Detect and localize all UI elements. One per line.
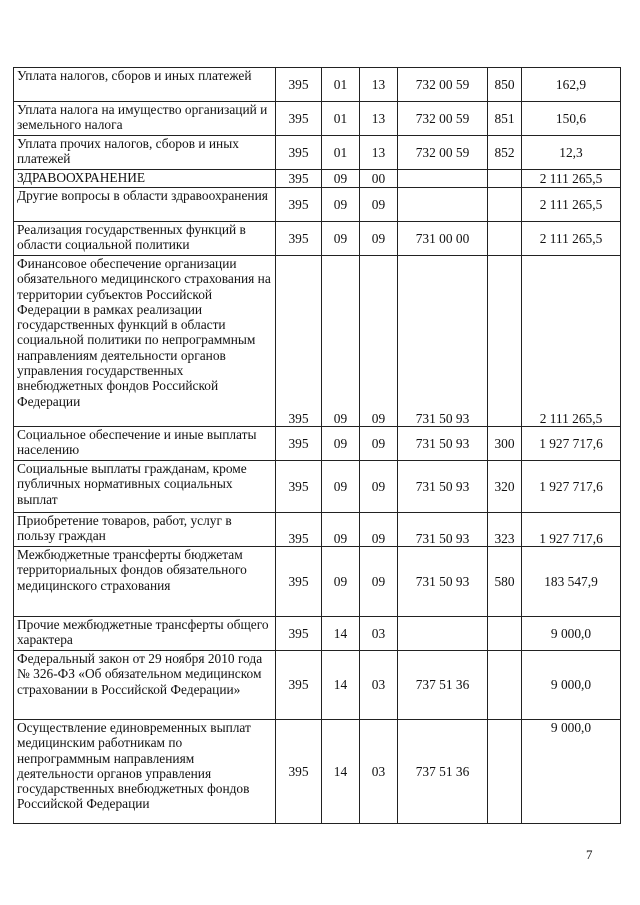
subsection-code: 09	[360, 222, 398, 256]
table-row	[14, 720, 621, 824]
dept-code: 395	[276, 617, 322, 651]
table-row	[14, 136, 621, 170]
section-code: 14	[322, 651, 360, 720]
row-name: Приобретение товаров, работ, услуг в пользу граждан	[14, 513, 276, 547]
section-code: 09	[322, 170, 360, 188]
dept-code: 395	[276, 222, 322, 256]
table-row	[14, 170, 621, 188]
target-item-code: 731 50 93	[398, 256, 488, 427]
expense-type-code: 580	[488, 547, 522, 617]
dept-code: 395	[276, 651, 322, 720]
amount: 183 547,9	[522, 547, 621, 617]
amount: 2 111 265,5	[522, 170, 621, 188]
target-item-code	[398, 170, 488, 188]
expense-type-code	[488, 651, 522, 720]
expense-type-code: 320	[488, 461, 522, 513]
target-item-code: 737 51 36	[398, 720, 488, 824]
section-code: 01	[322, 136, 360, 170]
section-code: 09	[322, 188, 360, 222]
amount: 150,6	[522, 102, 621, 136]
subsection-code: 00	[360, 170, 398, 188]
table-row	[14, 461, 621, 513]
subsection-code: 09	[360, 427, 398, 461]
dept-code: 395	[276, 102, 322, 136]
expense-type-code	[488, 188, 522, 222]
amount: 2 111 265,5	[522, 188, 621, 222]
dept-code: 395	[276, 170, 322, 188]
row-name: Социальные выплаты гражданам, кроме публичных нормативных социальных выплат	[14, 461, 276, 513]
amount: 1 927 717,6	[522, 427, 621, 461]
row-name: ЗДРАВООХРАНЕНИЕ	[14, 170, 276, 188]
dept-code: 395	[276, 720, 322, 824]
table-row	[14, 188, 621, 222]
amount: 2 111 265,5	[522, 222, 621, 256]
row-name: Прочие межбюджетные трансферты общего характера	[14, 617, 276, 651]
amount: 162,9	[522, 68, 621, 102]
expense-type-code: 850	[488, 68, 522, 102]
expense-type-code: 323	[488, 513, 522, 547]
expense-type-code: 300	[488, 427, 522, 461]
subsection-code: 03	[360, 651, 398, 720]
target-item-code: 731 50 93	[398, 461, 488, 513]
subsection-code: 09	[360, 547, 398, 617]
dept-code: 395	[276, 188, 322, 222]
row-name: Реализация государственных функций в области социальной политики	[14, 222, 276, 256]
table-row	[14, 102, 621, 136]
subsection-code: 09	[360, 513, 398, 547]
row-name: Осуществление единовременных выплат медицинским работникам по непрограммным направлениям деятельности органов управления государственных внебюджетных фондов Российской Федерации	[14, 720, 276, 824]
target-item-code	[398, 188, 488, 222]
row-name: Федеральный закон от 29 ноября 2010 года № 326-ФЗ «Об обязательном медицинском страховании в Российской Федерации»	[14, 651, 276, 720]
subsection-code: 09	[360, 188, 398, 222]
table-row	[14, 222, 621, 256]
subsection-code: 09	[360, 256, 398, 427]
subsection-code: 13	[360, 136, 398, 170]
expense-type-code	[488, 222, 522, 256]
table-row	[14, 68, 621, 102]
row-name: Уплата налогов, сборов и иных платежей	[14, 68, 276, 102]
target-item-code: 737 51 36	[398, 651, 488, 720]
target-item-code: 731 50 93	[398, 427, 488, 461]
table-row	[14, 651, 621, 720]
subsection-code: 03	[360, 617, 398, 651]
section-code: 14	[322, 617, 360, 651]
target-item-code: 731 50 93	[398, 513, 488, 547]
table-row	[14, 547, 621, 617]
subsection-code: 03	[360, 720, 398, 824]
section-code: 09	[322, 513, 360, 547]
amount: 1 927 717,6	[522, 513, 621, 547]
section-code: 09	[322, 256, 360, 427]
row-name: Уплата прочих налогов, сборов и иных платежей	[14, 136, 276, 170]
dept-code: 395	[276, 461, 322, 513]
dept-code: 395	[276, 547, 322, 617]
amount: 9 000,0	[522, 651, 621, 720]
page-number: 7	[586, 847, 593, 862]
expense-type-code	[488, 170, 522, 188]
dept-code: 395	[276, 68, 322, 102]
target-item-code: 731 00 00	[398, 222, 488, 256]
table-row	[14, 256, 621, 427]
expense-type-code	[488, 617, 522, 651]
amount: 2 111 265,5	[522, 256, 621, 427]
amount: 9 000,0	[522, 720, 621, 824]
table-row	[14, 513, 621, 547]
dept-code: 395	[276, 136, 322, 170]
expense-type-code	[488, 256, 522, 427]
section-code: 09	[322, 547, 360, 617]
target-item-code: 732 00 59	[398, 102, 488, 136]
subsection-code: 13	[360, 102, 398, 136]
target-item-code	[398, 617, 488, 651]
row-name: Финансовое обеспечение организации обязательного медицинского страхования на территории субъектов Российской Федерации в рамках реализации государственных функций в области социальной политики по непрограммным направлениям деятельности органов управления государственных внебюджетных фондов Российской Федерации	[14, 256, 276, 427]
target-item-code: 731 50 93	[398, 547, 488, 617]
target-item-code: 732 00 59	[398, 68, 488, 102]
row-name: Социальное обеспечение и иные выплаты населению	[14, 427, 276, 461]
section-code: 09	[322, 461, 360, 513]
expense-type-code: 851	[488, 102, 522, 136]
section-code: 14	[322, 720, 360, 824]
row-name: Другие вопросы в области здравоохранения	[14, 188, 276, 222]
section-code: 01	[322, 68, 360, 102]
dept-code: 395	[276, 513, 322, 547]
target-item-code: 732 00 59	[398, 136, 488, 170]
expense-type-code: 852	[488, 136, 522, 170]
subsection-code: 09	[360, 461, 398, 513]
table-row	[14, 617, 621, 651]
amount: 1 927 717,6	[522, 461, 621, 513]
expense-type-code	[488, 720, 522, 824]
table-row	[14, 427, 621, 461]
amount: 9 000,0	[522, 617, 621, 651]
subsection-code: 13	[360, 68, 398, 102]
row-name: Межбюджетные трансферты бюджетам территориальных фондов обязательного медицинского страхования	[14, 547, 276, 617]
budget-table	[13, 67, 621, 824]
section-code: 01	[322, 102, 360, 136]
dept-code: 395	[276, 256, 322, 427]
row-name: Уплата налога на имущество организаций и земельного налога	[14, 102, 276, 136]
section-code: 09	[322, 222, 360, 256]
amount: 12,3	[522, 136, 621, 170]
dept-code: 395	[276, 427, 322, 461]
section-code: 09	[322, 427, 360, 461]
